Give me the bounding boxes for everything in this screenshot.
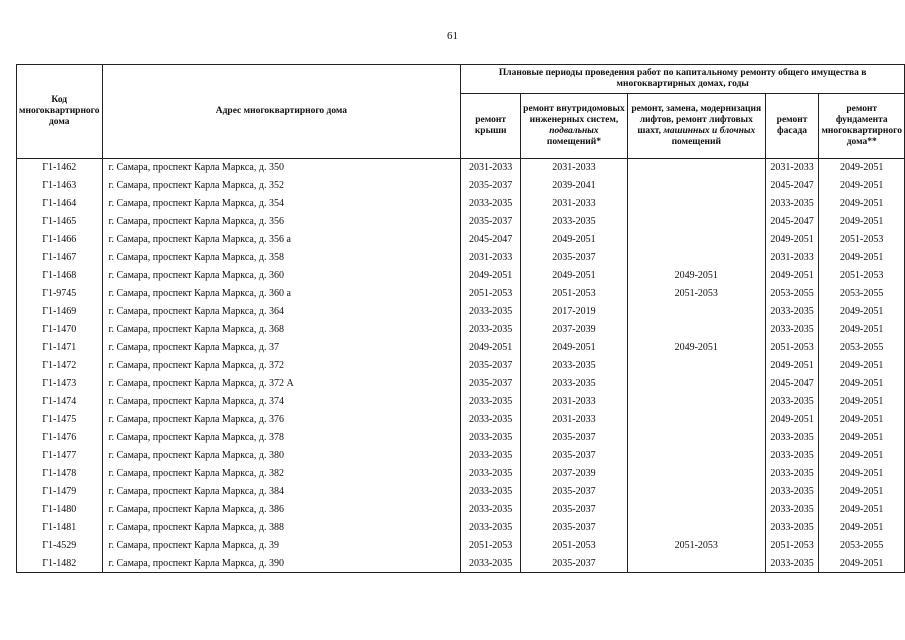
code-cell: Г1-1463	[17, 177, 103, 195]
foundation-period-cell: 2049-2051	[819, 159, 905, 177]
address-cell: г. Самара, проспект Карла Маркса, д. 372	[102, 357, 461, 375]
table-row	[17, 159, 905, 177]
code-cell: Г1-1465	[17, 213, 103, 231]
address-cell: г. Самара, проспект Карла Маркса, д. 374	[102, 393, 461, 411]
roof-period-cell: 2033-2035	[461, 321, 521, 339]
facade-period-cell: 2033-2035	[765, 429, 819, 447]
roof-period-cell: 2033-2035	[461, 429, 521, 447]
address-cell: г. Самара, проспект Карла Маркса, д. 372 А	[102, 375, 461, 393]
table-row	[17, 339, 905, 357]
address-cell: г. Самара, проспект Карла Маркса, д. 39	[102, 537, 461, 555]
roof-period-cell: 2033-2035	[461, 447, 521, 465]
roof-period-cell: 2033-2035	[461, 519, 521, 537]
table-row	[17, 375, 905, 393]
lifts-period-cell	[627, 501, 765, 519]
systems-period-cell: 2051-2053	[520, 285, 627, 303]
code-cell: Г1-9745	[17, 285, 103, 303]
facade-period-cell: 2031-2033	[765, 249, 819, 267]
roof-period-cell: 2035-2037	[461, 357, 521, 375]
systems-period-cell: 2033-2035	[520, 357, 627, 375]
address-column-header: Адрес многоквартирного дома	[102, 65, 461, 159]
foundation-period-cell: 2053-2055	[819, 537, 905, 555]
foundation-period-cell: 2051-2053	[819, 267, 905, 285]
table-row	[17, 177, 905, 195]
roof-period-cell: 2033-2035	[461, 465, 521, 483]
lifts-period-cell: 2049-2051	[627, 267, 765, 285]
lifts-period-cell	[627, 429, 765, 447]
foundation-period-cell: 2049-2051	[819, 483, 905, 501]
table-row	[17, 483, 905, 501]
table-row	[17, 447, 905, 465]
address-cell: г. Самара, проспект Карла Маркса, д. 356 а	[102, 231, 461, 249]
systems-period-cell: 2031-2033	[520, 159, 627, 177]
code-cell: Г1-1462	[17, 159, 103, 177]
foundation-period-cell: 2053-2055	[819, 285, 905, 303]
code-cell: Г1-1470	[17, 321, 103, 339]
facade-period-cell: 2051-2053	[765, 339, 819, 357]
address-cell: г. Самара, проспект Карла Маркса, д. 382	[102, 465, 461, 483]
roof-period-cell: 2049-2051	[461, 267, 521, 285]
code-column-header: Код многоквартирного дома	[17, 65, 103, 159]
table-row	[17, 429, 905, 447]
facade-period-cell: 2049-2051	[765, 267, 819, 285]
lifts-period-cell: 2051-2053	[627, 537, 765, 555]
facade-period-cell: 2033-2035	[765, 321, 819, 339]
systems-header-part-c: помещений*	[546, 137, 601, 147]
lifts-period-cell	[627, 177, 765, 195]
table-row	[17, 303, 905, 321]
systems-period-cell: 2031-2033	[520, 411, 627, 429]
capital-repair-table	[16, 64, 905, 573]
code-cell: Г1-1475	[17, 411, 103, 429]
lifts-column-header	[627, 94, 765, 159]
code-cell: Г1-1477	[17, 447, 103, 465]
lifts-period-cell	[627, 375, 765, 393]
table-header	[17, 65, 905, 159]
address-cell: г. Самара, проспект Карла Маркса, д. 380	[102, 447, 461, 465]
lifts-period-cell	[627, 483, 765, 501]
roof-period-cell: 2051-2053	[461, 285, 521, 303]
facade-period-cell: 2045-2047	[765, 213, 819, 231]
code-cell: Г1-1479	[17, 483, 103, 501]
systems-header-part-a: ремонт внутридомовых инженерных систем,	[523, 104, 625, 125]
table-row	[17, 393, 905, 411]
address-cell: г. Самара, проспект Карла Маркса, д. 37	[102, 339, 461, 357]
code-cell: Г1-4529	[17, 537, 103, 555]
table-row	[17, 285, 905, 303]
foundation-period-cell: 2049-2051	[819, 375, 905, 393]
lifts-period-cell	[627, 555, 765, 573]
periods-group-header: Плановые периоды проведения работ по капитальному ремонту общего имущества в многоквартирных домах, годы	[461, 65, 905, 94]
address-cell: г. Самара, проспект Карла Маркса, д. 388	[102, 519, 461, 537]
facade-period-cell: 2033-2035	[765, 519, 819, 537]
address-cell: г. Самара, проспект Карла Маркса, д. 356	[102, 213, 461, 231]
foundation-period-cell: 2049-2051	[819, 555, 905, 573]
systems-period-cell: 2049-2051	[520, 267, 627, 285]
roof-period-cell: 2045-2047	[461, 231, 521, 249]
code-cell: Г1-1481	[17, 519, 103, 537]
table-row	[17, 411, 905, 429]
facade-period-cell: 2045-2047	[765, 177, 819, 195]
code-cell: Г1-1464	[17, 195, 103, 213]
roof-period-cell: 2051-2053	[461, 537, 521, 555]
foundation-period-cell: 2053-2055	[819, 339, 905, 357]
table-row	[17, 555, 905, 573]
foundation-period-cell: 2049-2051	[819, 429, 905, 447]
address-cell: г. Самара, проспект Карла Маркса, д. 368	[102, 321, 461, 339]
roof-period-cell: 2033-2035	[461, 501, 521, 519]
foundation-period-cell: 2049-2051	[819, 501, 905, 519]
foundation-period-cell: 2049-2051	[819, 411, 905, 429]
facade-period-cell: 2031-2033	[765, 159, 819, 177]
systems-period-cell: 2035-2037	[520, 429, 627, 447]
code-cell: Г1-1469	[17, 303, 103, 321]
roof-period-cell: 2035-2037	[461, 177, 521, 195]
facade-period-cell: 2033-2035	[765, 555, 819, 573]
lifts-header-part-c: помещений	[671, 137, 721, 147]
foundation-period-cell: 2049-2051	[819, 177, 905, 195]
code-cell: Г1-1466	[17, 231, 103, 249]
lifts-period-cell	[627, 231, 765, 249]
facade-period-cell: 2053-2055	[765, 285, 819, 303]
systems-period-cell: 2049-2051	[520, 339, 627, 357]
facade-period-cell: 2051-2053	[765, 537, 819, 555]
code-cell: Г1-1476	[17, 429, 103, 447]
lifts-period-cell	[627, 465, 765, 483]
facade-period-cell: 2033-2035	[765, 447, 819, 465]
address-cell: г. Самара, проспект Карла Маркса, д. 390	[102, 555, 461, 573]
facade-period-cell: 2033-2035	[765, 483, 819, 501]
facade-period-cell: 2049-2051	[765, 357, 819, 375]
foundation-period-cell: 2049-2051	[819, 447, 905, 465]
systems-period-cell: 2051-2053	[520, 537, 627, 555]
lifts-header-part-b: машинных и блочных	[663, 126, 756, 136]
lifts-period-cell: 2049-2051	[627, 339, 765, 357]
foundation-period-cell: 2049-2051	[819, 303, 905, 321]
roof-period-cell: 2033-2035	[461, 483, 521, 501]
address-cell: г. Самара, проспект Карла Маркса, д. 386	[102, 501, 461, 519]
foundation-period-cell: 2049-2051	[819, 519, 905, 537]
code-cell: Г1-1480	[17, 501, 103, 519]
systems-period-cell: 2035-2037	[520, 483, 627, 501]
code-cell: Г1-1474	[17, 393, 103, 411]
page-number: 61	[447, 30, 458, 42]
table-row	[17, 465, 905, 483]
roof-period-cell: 2035-2037	[461, 213, 521, 231]
roof-period-cell: 2033-2035	[461, 555, 521, 573]
lifts-period-cell	[627, 411, 765, 429]
facade-period-cell: 2045-2047	[765, 375, 819, 393]
lifts-period-cell	[627, 159, 765, 177]
facade-period-cell: 2033-2035	[765, 465, 819, 483]
foundation-period-cell: 2049-2051	[819, 213, 905, 231]
table-body	[17, 159, 905, 573]
foundation-column-header: ремонт фундамента многоквартирного дома**	[819, 94, 905, 159]
table-row	[17, 519, 905, 537]
roof-period-cell: 2033-2035	[461, 303, 521, 321]
systems-period-cell: 2033-2035	[520, 213, 627, 231]
lifts-period-cell: 2051-2053	[627, 285, 765, 303]
lifts-period-cell	[627, 357, 765, 375]
systems-period-cell: 2017-2019	[520, 303, 627, 321]
address-cell: г. Самара, проспект Карла Маркса, д. 360 а	[102, 285, 461, 303]
foundation-period-cell: 2049-2051	[819, 321, 905, 339]
code-cell: Г1-1472	[17, 357, 103, 375]
table-row	[17, 231, 905, 249]
table-row	[17, 321, 905, 339]
table-row	[17, 267, 905, 285]
systems-period-cell: 2049-2051	[520, 231, 627, 249]
roof-period-cell: 2031-2033	[461, 159, 521, 177]
roof-period-cell: 2035-2037	[461, 375, 521, 393]
roof-column-header: ремонт крыши	[461, 94, 521, 159]
table-row	[17, 249, 905, 267]
foundation-period-cell: 2051-2053	[819, 231, 905, 249]
facade-period-cell: 2033-2035	[765, 393, 819, 411]
code-cell: Г1-1482	[17, 555, 103, 573]
address-cell: г. Самара, проспект Карла Маркса, д. 378	[102, 429, 461, 447]
lifts-period-cell	[627, 195, 765, 213]
table-row	[17, 357, 905, 375]
lifts-period-cell	[627, 303, 765, 321]
address-cell: г. Самара, проспект Карла Маркса, д. 360	[102, 267, 461, 285]
systems-period-cell: 2035-2037	[520, 249, 627, 267]
systems-period-cell: 2035-2037	[520, 519, 627, 537]
table-row	[17, 501, 905, 519]
lifts-period-cell	[627, 213, 765, 231]
facade-period-cell: 2049-2051	[765, 411, 819, 429]
foundation-period-cell: 2049-2051	[819, 393, 905, 411]
address-cell: г. Самара, проспект Карла Маркса, д. 376	[102, 411, 461, 429]
table-row	[17, 213, 905, 231]
address-cell: г. Самара, проспект Карла Маркса, д. 384	[102, 483, 461, 501]
address-cell: г. Самара, проспект Карла Маркса, д. 350	[102, 159, 461, 177]
systems-column-header	[520, 94, 627, 159]
lifts-period-cell	[627, 447, 765, 465]
facade-column-header: ремонт фасада	[765, 94, 819, 159]
systems-period-cell: 2037-2039	[520, 465, 627, 483]
roof-period-cell: 2033-2035	[461, 195, 521, 213]
roof-period-cell: 2031-2033	[461, 249, 521, 267]
facade-period-cell: 2033-2035	[765, 501, 819, 519]
code-cell: Г1-1467	[17, 249, 103, 267]
systems-period-cell: 2035-2037	[520, 555, 627, 573]
roof-period-cell: 2033-2035	[461, 411, 521, 429]
lifts-period-cell	[627, 321, 765, 339]
address-cell: г. Самара, проспект Карла Маркса, д. 358	[102, 249, 461, 267]
facade-period-cell: 2033-2035	[765, 195, 819, 213]
table-row	[17, 195, 905, 213]
systems-period-cell: 2031-2033	[520, 393, 627, 411]
systems-period-cell: 2031-2033	[520, 195, 627, 213]
table-row	[17, 537, 905, 555]
address-cell: г. Самара, проспект Карла Маркса, д. 364	[102, 303, 461, 321]
roof-period-cell: 2049-2051	[461, 339, 521, 357]
foundation-period-cell: 2049-2051	[819, 465, 905, 483]
code-cell: Г1-1478	[17, 465, 103, 483]
code-cell: Г1-1468	[17, 267, 103, 285]
systems-header-part-b: подвальных	[549, 126, 599, 136]
foundation-period-cell: 2049-2051	[819, 249, 905, 267]
lifts-period-cell	[627, 519, 765, 537]
code-cell: Г1-1473	[17, 375, 103, 393]
systems-period-cell: 2035-2037	[520, 501, 627, 519]
foundation-period-cell: 2049-2051	[819, 357, 905, 375]
facade-period-cell: 2033-2035	[765, 303, 819, 321]
address-cell: г. Самара, проспект Карла Маркса, д. 354	[102, 195, 461, 213]
systems-period-cell: 2035-2037	[520, 447, 627, 465]
address-cell: г. Самара, проспект Карла Маркса, д. 352	[102, 177, 461, 195]
roof-period-cell: 2033-2035	[461, 393, 521, 411]
systems-period-cell: 2037-2039	[520, 321, 627, 339]
foundation-period-cell: 2049-2051	[819, 195, 905, 213]
systems-period-cell: 2039-2041	[520, 177, 627, 195]
lifts-header-part-a: ремонт, замена, модернизация лифтов, ремонт лифтовых шахт,	[631, 104, 762, 136]
code-cell: Г1-1471	[17, 339, 103, 357]
systems-period-cell: 2033-2035	[520, 375, 627, 393]
lifts-period-cell	[627, 393, 765, 411]
facade-period-cell: 2049-2051	[765, 231, 819, 249]
lifts-period-cell	[627, 249, 765, 267]
